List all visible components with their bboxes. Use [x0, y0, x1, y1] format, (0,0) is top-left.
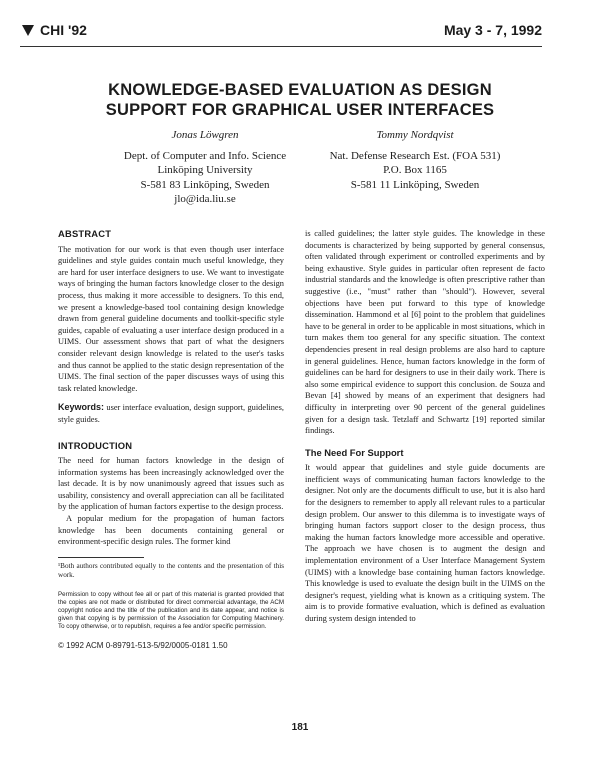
author-affiliation: Nat. Defense Research Est. (FOA 531)	[329, 149, 501, 162]
body-paragraph-2: It would appear that guidelines and style guide documents are inefficient ways of communicating human factors knowledge to the designer. Not only are the documents difficult to use, but it is also hard for the designers to remember to apply all relevant rules to a particular design problem. Our answer to this dilemma is to investigate ways of bringing human factors support closer to the design process, thus making the human factors knowledge more accessible and operative. The approach we have chosen is to augment the design and implementation environment of a User Interface Management System (UIMS) with a knowledge base containing human factors knowledge. This knowledge is used to evaluate the design built in the UIMS on the designer's request, yielding what is known as a critiquing system. The aim is to provide formative evaluation, which is defined as evaluation during system design intended to	[305, 463, 545, 623]
abstract-text: The motivation for our work is that even though user interface guidelines and style guides contain much useful knowledge, they are hard for user interface designers to use. We want to investigate ways of bringing the human factors knowledge closer to the design process, thus making it more accessible to designers. To this end, we present a knowledge-based tool containing design knowledge drawn from general guideline documents and toolkit-specific style guides, capable of evaluating a user interface design produced in a UIMS. Our assessment shows that part of what the designers consider relevant design knowledge is related to the user's tasks and thus cannot be applied to the static design representation of the UIMS. The final section of the paper discusses ways of using this task related knowledge.	[58, 244, 284, 393]
author-institution: P.O. Box 1165	[383, 164, 447, 176]
author-affiliation: Dept. of Computer and Info. Science	[123, 149, 287, 162]
need-for-support-heading: The Need For Support	[305, 446, 404, 458]
conference-date: May 3 - 7, 1992	[443, 22, 542, 38]
footnote: ¹Both authors contributed equally to the contents and the presentation of this work.	[58, 561, 284, 580]
keywords	[58, 402, 284, 425]
paper-title	[60, 80, 540, 120]
keywords-label: Keywords:	[58, 402, 105, 413]
title-line-2: SUPPORT FOR GRAPHICAL USER INTERFACES	[105, 101, 495, 119]
author-institution: Linköping University	[157, 164, 253, 176]
footnote-rule	[58, 557, 144, 558]
copyright-notice: © 1992 ACM 0-89791-513-5/92/0005-0181 1.50	[58, 640, 228, 650]
author-name: Tommy Nordqvist	[376, 129, 454, 141]
introduction-paragraph-1: The need for human factors knowledge in the design of information systems has been increasingly acknowledged over the last decade. It is by now unanimously agreed that issues such as usability, consistency and overall appreciation can all be facilitated by the application of human factors expertise to the design process.	[58, 456, 284, 512]
header-rule	[20, 46, 542, 47]
chi-logo-icon	[22, 25, 34, 36]
conference-label: CHI '92	[40, 22, 87, 38]
abstract-heading: ABSTRACT	[58, 228, 112, 239]
page-number: 181	[291, 722, 309, 733]
author-block-1	[90, 128, 320, 207]
author-address: S-581 83 Linköping, Sweden	[140, 178, 270, 191]
author-name: Jonas Löwgren	[171, 129, 239, 141]
conference-header	[22, 22, 87, 38]
left-column	[58, 228, 284, 651]
author-block-2	[300, 128, 530, 192]
author-address: S-581 11 Linköping, Sweden	[350, 178, 480, 191]
permission-notice: Permission to copy without fee all or part of this material is granted provided that the copies are not made or distributed for direct commercial advantage, the ACM copyright notice and the title of the publication and its date appear, and notice is given that copying is by permission of the Association for Computing Machinery. To copy otherwise, or to republish, requires a fee and/or specific permission.	[58, 590, 284, 631]
keywords-text: user interface evaluation, design support, guidelines, style guides.	[58, 403, 284, 424]
right-column	[305, 228, 545, 625]
body-paragraph-1: is called guidelines; the latter style guides. The knowledge in these documents is characterized by being supported by general consensus, often validated through experiment or controlled experiments and by being exhaustive. Style guides in particular often represent de facto industrial standards and the knowledge is often prescriptive rather than suggestive (i.e., "must" rather than "should"). However, several objections have been put forward to this type of knowledge dissemination. Hammond et al [6] point to the problem that guidelines have to be general in order to be applicable in most situations, which in turn makes them too general for any specific situation. The context dependencies present in real design problems are also hard to capture in general guidelines. Hence, human factors knowledge in the form of guidelines can be hard for designers to use in their daily work. There is also some empirical evidence to support this conclusion. de Souza and Bevan [4] showed by means of an experiment that designers had difficulty in interpreting over 90 percent of the general guidelines given for a design task. Tetzlaff and Schwartz [19] reported similar findings.	[305, 229, 545, 436]
title-line-1: KNOWLEDGE-BASED EVALUATION AS DESIGN	[108, 81, 492, 99]
author-email: jlo@ida.liu.se	[174, 193, 236, 205]
introduction-paragraph-2: A popular medium for the propagation of human factors knowledge has been documents containing general or environment-specific design rules. The former kind	[58, 514, 284, 547]
introduction-heading: INTRODUCTION	[58, 439, 133, 451]
